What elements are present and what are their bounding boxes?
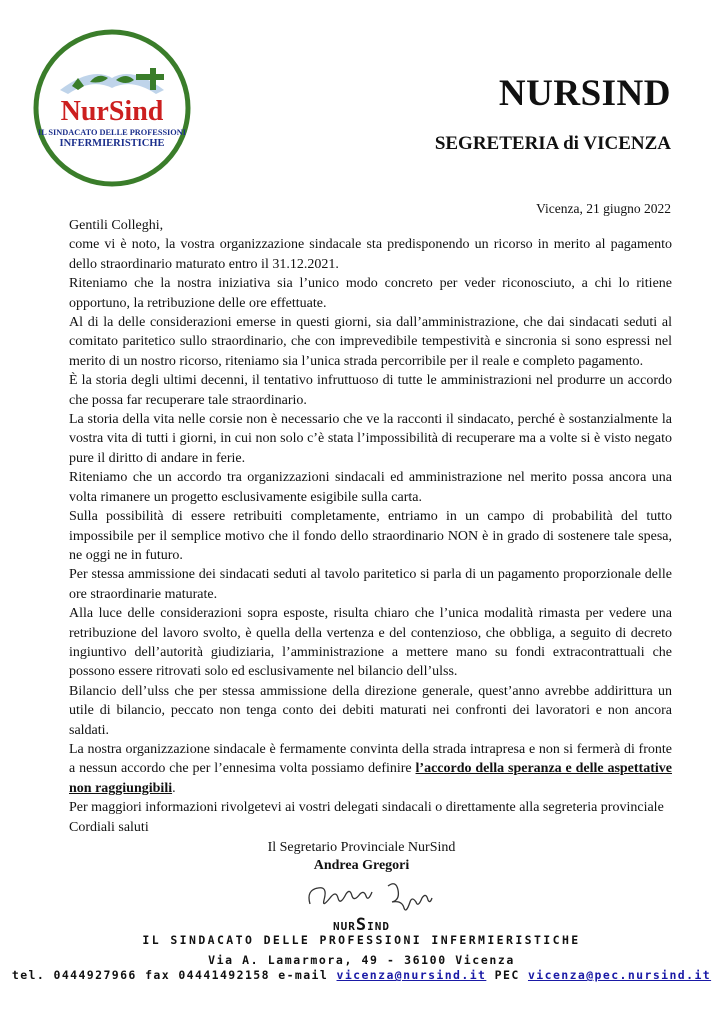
letter-date: Vicenza, 21 giugno 2022 bbox=[536, 201, 671, 216]
paragraph: Riteniamo che la nostra iniziativa sia l’unico modo concreto per veder riconosciuto, a chi lo ritiene opportuno, la retribuzione delle ore effettuate. bbox=[69, 276, 672, 311]
greeting: Gentili Colleghi, bbox=[69, 218, 164, 233]
final-para-emphasis: l’accordo della speranza e delle aspettative non raggiungibili bbox=[69, 761, 672, 796]
logo-brand-text: NurSind bbox=[60, 96, 164, 127]
paragraph: Per stessa ammissione dei sindacati seduti al tavolo paritetico si parla di un pagamento proporzionale delle ore straordinarie maturate. bbox=[69, 567, 672, 602]
footer-brand-post: IND bbox=[367, 920, 390, 933]
logo-line1: IL SINDACATO DELLE PROFESSIONI bbox=[38, 128, 186, 137]
footer-brand bbox=[0, 915, 723, 935]
paragraph: Bilancio dell’ulss che per stessa ammissione della direzione generale, quest’anno avrebbe addirittura un utile di bilancio, peccato non tenga conto dei debiti maturati nei confronti dei lavoratori e non ancora saldati. bbox=[69, 683, 672, 738]
paragraph: Alla luce delle considerazioni sopra esposte, risulta chiaro che l’unica modalità rimasta per vedere una retribuzione del lavoro svolto, è quella della vertenza e del contenzioso, che obbliga, a seguito di decreto ingiuntivo dell’autorità giudiziaria, l’amministrazione a mettere mano su fondi extracontrattuali che possono essere ritrovati solo ed esclusivamente nel bilancio dell’ulss. bbox=[69, 606, 672, 680]
paragraph: come vi è noto, la vostra organizzazione sindacale sta predisponendo un ricorso in merito al pagamento dello straordinario maturato entro il 31.12.2021. bbox=[69, 237, 672, 272]
nursind-logo bbox=[32, 28, 192, 188]
handwritten-signature bbox=[300, 876, 450, 916]
signer-role: Il Segretario Provinciale NurSind bbox=[267, 840, 456, 855]
paragraph: Riteniamo che un accordo tra organizzazioni sindacali ed amministrazione nel merito possa ancora una volta rimanere un progetto esclusivamente esigibile sulla carta. bbox=[69, 470, 672, 505]
paragraph: È la storia degli ultimi decenni, il tentativo infruttuoso di tutte le amministrazioni nel produrre un accordo che possa far recuperare tale straordinario. bbox=[69, 373, 672, 408]
org-title: NURSIND bbox=[498, 73, 671, 114]
letter-body bbox=[69, 216, 672, 837]
paragraph: Sulla possibilità di essere retribuiti completamente, entriamo in un campo di probabilità del tutto impossibile per il semplice motivo che il fondo dello straordinario NON è in grado di sostenere tale spesa, ne oggi ne in futuro. bbox=[69, 509, 672, 563]
paragraph: La storia della vita nelle corsie non è necessario che ve la racconti il sindacato, perché è sostanzialmente la vostra vita di tutti i giorni, in cui non solo c’è stata l’impossibilità di recuperare ma a volte si è visto negato pure il diritto di andare in ferie. bbox=[69, 412, 672, 466]
footer-contact-prefix: tel. 0444927966 fax 04441492158 e-mail bbox=[11, 968, 337, 982]
org-subtitle: SEGRETERIA di VICENZA bbox=[434, 133, 671, 154]
footer-address: Via A. Lamarmora, 49 - 36100 Vicenza bbox=[208, 953, 515, 967]
final-para-start: La nostra organizzazione sindacale è fermamente convinta della strada intrapresa e non si fermerà di fronte a nessun accordo che per l’ennesima volta possiamo definire bbox=[69, 741, 672, 777]
final-para-end: . bbox=[172, 780, 176, 796]
pec-link[interactable]: vicenza@pec.nursind.it bbox=[527, 968, 712, 982]
footer-contact bbox=[0, 968, 723, 982]
logo-line2: INFERMIERISTICHE bbox=[59, 138, 165, 149]
signer-name: Andrea Gregori bbox=[313, 858, 410, 873]
paragraph: Al di la delle considerazioni emerse in questi giorni, sia dall’amministrazione, che dai sindacati seduti al comitato paritetico sullo straordinario, che con imprevedibile tempestività e sincronia si sono espressi nel merito di un nostro ricorso, riteniamo sia l’unica strada percorribile per il reale e completo pagamento. bbox=[69, 315, 672, 369]
email-link[interactable]: vicenza@nursind.it bbox=[336, 968, 487, 982]
pec-label: PEC bbox=[486, 968, 528, 982]
closing: Cordiali saluti bbox=[69, 819, 149, 835]
info-paragraph: Per maggiori informazioni rivolgetevi ai vostri delegati sindacali o direttamente alla segreteria provinciale bbox=[69, 800, 664, 816]
footer-brand-pre: NUR bbox=[333, 920, 356, 933]
final-paragraph bbox=[69, 740, 672, 798]
footer-brand-big: S bbox=[355, 915, 368, 935]
footer-tagline: IL SINDACATO DELLE PROFESSIONI INFERMIERISTICHE bbox=[142, 933, 581, 947]
